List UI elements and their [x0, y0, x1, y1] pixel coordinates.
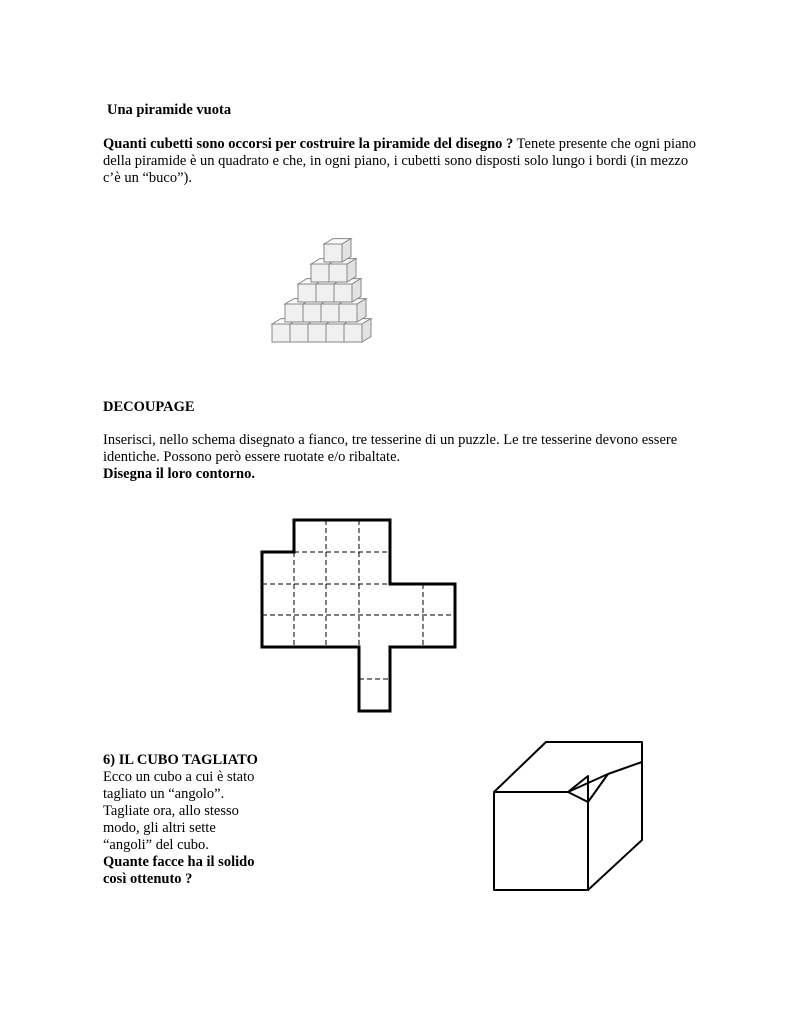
cube-text-line: tagliato un “angolo”. [103, 786, 225, 802]
pyramid-cube [344, 324, 362, 342]
pyramid-cube [311, 264, 329, 282]
cube-question-line: Quante facce ha il solido [103, 854, 255, 870]
pyramid-cube [339, 304, 357, 322]
hollow-pyramid-figure [268, 202, 448, 347]
pyramid-question-bold: Quanti cubetti sono occorsi per costruire la piramide del disegno ? [103, 136, 514, 152]
pyramid-cube [316, 284, 334, 302]
pyramid-cube [298, 284, 316, 302]
puzzle-grid-figure [258, 516, 458, 716]
pyramid-cube [285, 304, 303, 322]
pyramid-question [103, 136, 699, 187]
cube-text-block [103, 752, 258, 888]
cube-text-line: modo, gli altri sette [103, 820, 216, 836]
decoupage-title: DECOUPAGE [103, 399, 195, 415]
cube-text-line: Tagliate ora, allo stesso [103, 803, 239, 819]
pyramid-cube [326, 324, 344, 342]
pyramid-cube [290, 324, 308, 342]
pyramid-question-rest: Tenete presente che ogni piano della piramide è un quadrato e che, in ogni piano, i cubetti sono disposti solo lungo i bordi (in mezzo c’è un “buco”). [103, 136, 697, 186]
pyramid-cube [329, 264, 347, 282]
decoupage-instruction: Disegna il loro contorno. [103, 466, 255, 482]
truncated-cube-figure [492, 740, 648, 892]
pyramid-cube [308, 324, 326, 342]
decoupage-text: Inserisci, nello schema disegnato a fianco, tre tesserine di un puzzle. Le tre tesserine devono essere identiche. Possono però essere ruotate e/o ribaltate. [103, 432, 678, 465]
pyramid-title: Una piramide vuota [107, 102, 232, 118]
cube-title: 6) IL CUBO TAGLIATO [103, 752, 258, 768]
pyramid-cube [303, 304, 321, 322]
cube-text-line: Ecco un cubo a cui è stato [103, 769, 255, 785]
pyramid-cube [324, 244, 342, 262]
cube-question-line: così ottenuto ? [103, 871, 193, 887]
pyramid-cube [334, 284, 352, 302]
pyramid-cube [321, 304, 339, 322]
pyramid-cube [272, 324, 290, 342]
cube-text-line: “angoli” del cubo. [103, 837, 209, 853]
